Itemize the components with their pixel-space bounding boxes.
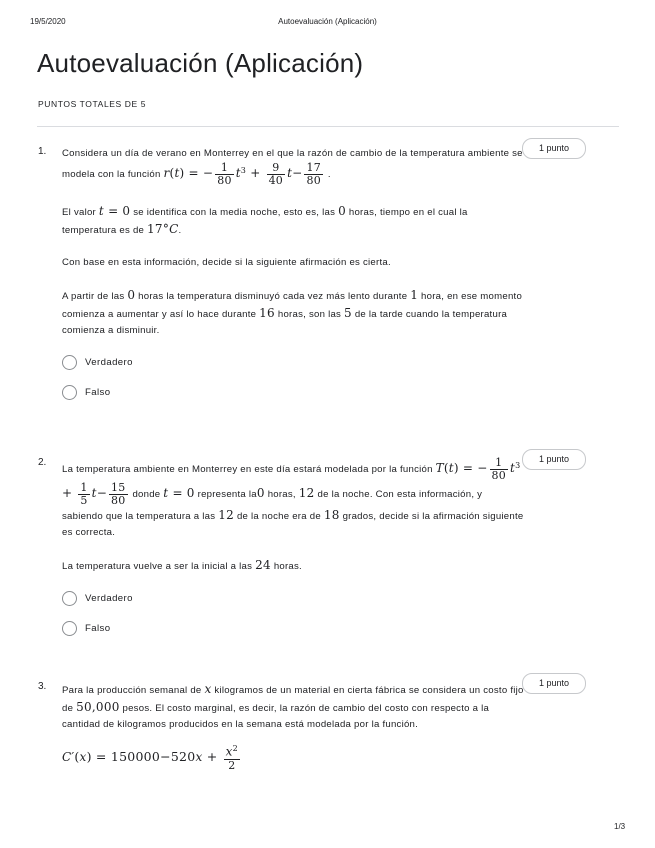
question-body	[62, 457, 524, 651]
radio-button[interactable]	[62, 385, 77, 400]
points-badge: 1 punto	[522, 673, 586, 694]
question-paragraph: Con base en esta información, decide si la siguiente afirmación es cierta.	[62, 257, 391, 268]
print-date: 19/5/2020	[30, 17, 66, 26]
radio-button[interactable]	[62, 621, 77, 636]
question-number: 1.	[38, 146, 47, 157]
question-paragraph: El valor t = 0 se identifica con la media noche, esto es, las 0 horas, tiempo en el cual la temperatura es de 17°C.	[62, 204, 468, 236]
option-true[interactable]	[62, 355, 524, 385]
option-false[interactable]	[62, 385, 524, 415]
print-header-title: Autoevaluación (Aplicación)	[278, 17, 377, 26]
radio-button[interactable]	[62, 355, 77, 370]
question-number: 2.	[38, 457, 47, 468]
option-label: Verdadero	[85, 357, 133, 368]
question-body	[62, 681, 524, 772]
question-statement: A partir de las 0 horas la temperatura disminuyó cada vez más lento durante 1 hora, en ese momento comienza a aumentar y así lo hace durante 16 horas, son las 5 de la tarde cuando la temperatura comienza a disminuir.	[62, 288, 523, 336]
question-number: 3.	[38, 681, 47, 692]
points-total: PUNTOS TOTALES DE 5	[38, 99, 147, 109]
question-intro: Para la producción semanal de x kilogramos de un material en cierta fábrica se considera un costo fijo de 50,000 pesos. El costo marginal, es decir, la razón de cambio del costo con respecto a la cantidad de kilogramos producidos en la semana está modelada por la función.	[62, 682, 524, 730]
option-true[interactable]	[62, 591, 524, 621]
marginal-cost-formula: C′(x) = 150000−520x + $\frac{x^2}{2}$	[62, 744, 239, 772]
option-label: Falso	[85, 623, 111, 634]
points-badge: 1 punto	[522, 449, 586, 470]
page-number: 1/3	[614, 822, 626, 831]
question-intro: La temperatura ambiente en Monterrey en este día estará modelada por la función T(t) = − $\frac{1}{80}$ $t^3$ + $\frac{1}{5}$ t− $\frac{15}{80}$ donde t = 0 representa la0 horas, 12 de la noche. Con esta información, y sabiendo que la temperatura a las 12 de la noche era de 18 grados, decide si la afirmación siguiente es correcta.	[62, 456, 524, 538]
page-title: Autoevaluación (Aplicación)	[37, 48, 364, 78]
option-false[interactable]	[62, 621, 524, 651]
option-label: Verdadero	[85, 593, 133, 604]
question-intro: Considera un día de verano en Monterrey en el que la razón de cambio de la temperatura ambiente se modela con la función r(t) = − $\frac{1}{80}$ $t^3$ + $\frac{9}{40}$ t− $\frac{17}{80}$ .	[62, 148, 523, 187]
radio-button[interactable]	[62, 591, 77, 606]
divider	[37, 126, 619, 127]
question-statement: La temperatura vuelve a ser la inicial a las 24 horas.	[62, 558, 302, 572]
points-badge: 1 punto	[522, 138, 586, 159]
option-label: Falso	[85, 387, 111, 398]
question-body	[62, 146, 524, 415]
